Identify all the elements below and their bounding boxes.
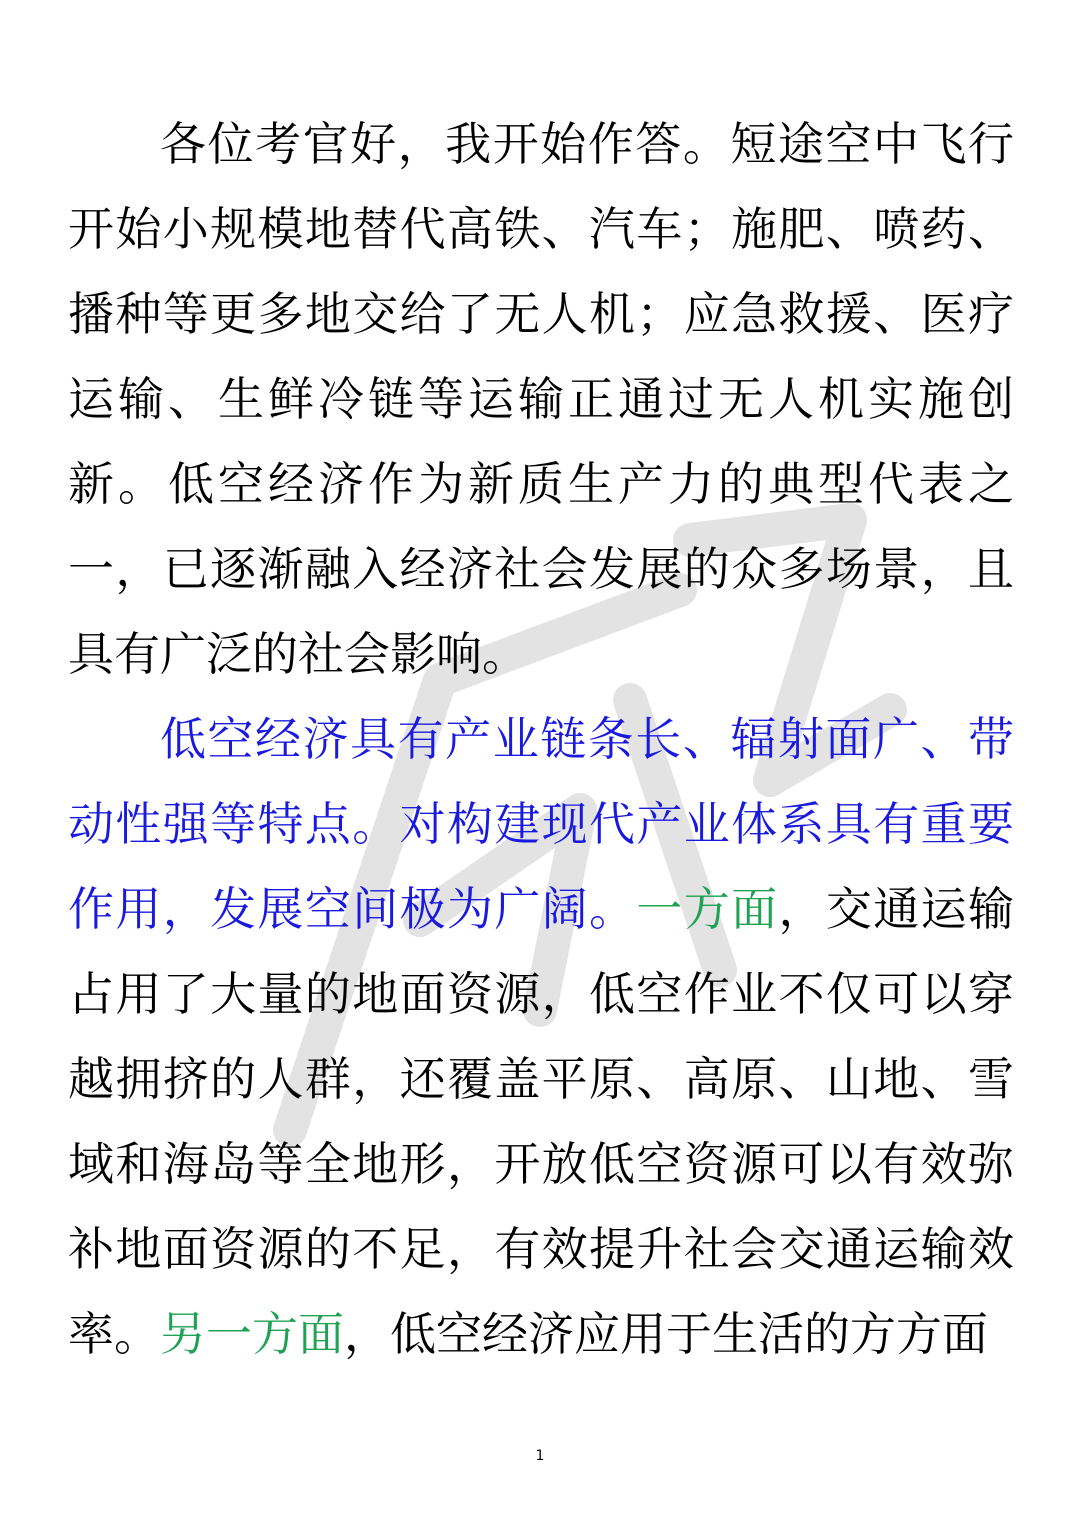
paragraph-analysis (68, 697, 1014, 1377)
first-aspect-text: ，交通运输占用了大量的地面资源，低空作业不仅可以穿越拥挤的人群，还覆盖平原、高原、山地、雪域和海岛等全地形，开放低空资源可以有效弥补地面资源的不足，有效提升社会交通运输效率。 (68, 882, 1015, 1361)
second-aspect-text: ，低空经济应用于生活的方方面 (344, 1307, 988, 1361)
document-body (68, 102, 1014, 1377)
paragraph-intro: 各位考官好，我开始作答。短途空中飞行开始小规模地替代高铁、汽车；施肥、喷药、播种等更多地交给了无人机；应急救援、医疗运输、生鲜冷链等运输正通过无人机实施创新。低空经济作为新质生产力的典型代表之一，已逐渐融入经济社会发展的众多场景，且具有广泛的社会影响。 (68, 117, 1014, 681)
emphasis-blue-text: 低空经济具有产业链条长、辐射面广、带动性强等特点。对构建现代产业体系具有重要作用，发展空间极为广阔。 (68, 712, 1014, 936)
marker-second-aspect: 另一方面 (160, 1307, 344, 1361)
page-number: 1 (535, 1448, 545, 1464)
marker-first-aspect: 一方面 (636, 882, 779, 936)
